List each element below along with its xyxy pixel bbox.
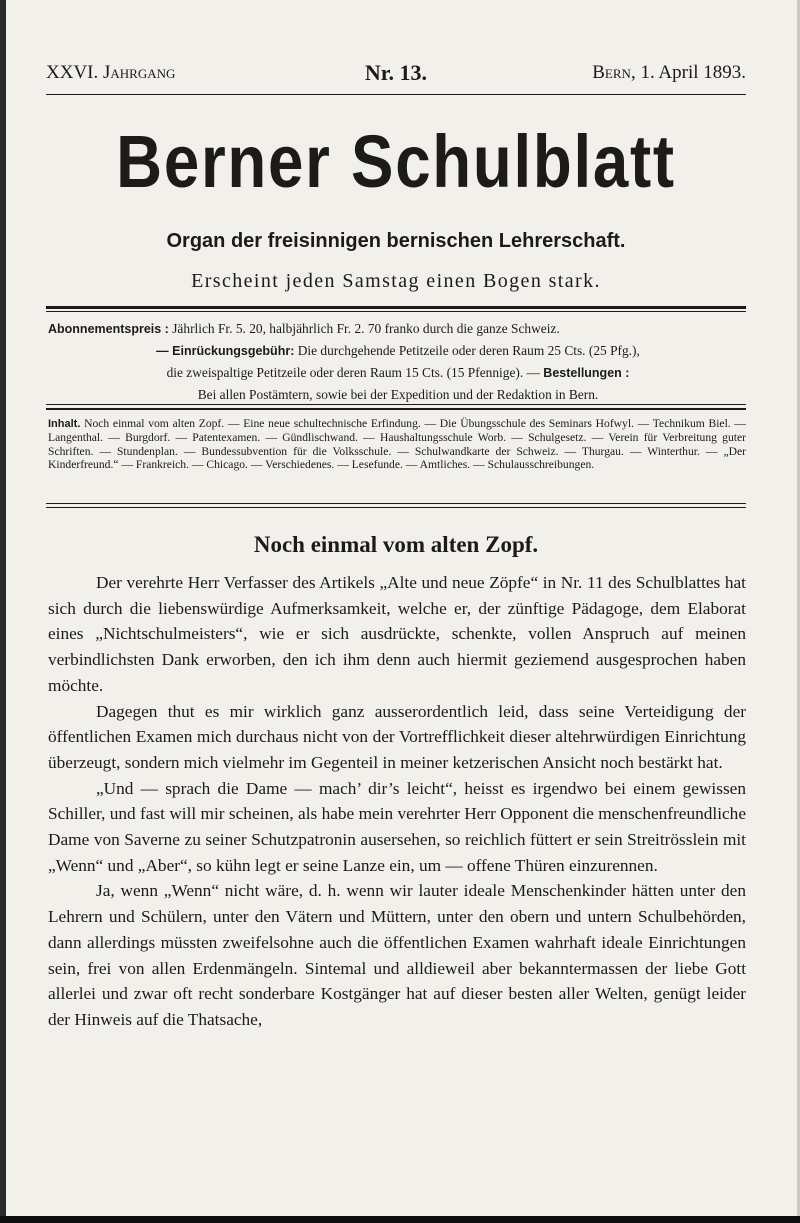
article-paragraph: Der verehrte Herr Verfasser des Artikels „Alte und neue Zöpfe“ in Nr. 11 des Schulblattes hat sich durch die liebenswürdige Aufmerksamkeit, welche er, der zünftige Pädagoge, dem Elaborat eines „Nichtschulmeisters“, wie er sich ausdrückte, schenkte, vollen Anspruch auf meinen verbindlichsten Dank erworben, den ich ihm denn auch hiermit geziemend ausgesprochen haben möchte. [48,573,746,695]
header-rule [46,94,746,95]
orders-text: Bei allen Postämtern, sowie bei der Expedition und der Redaktion in Bern. [197,387,599,402]
orders-label: Bestellungen : [543,366,630,380]
article-paragraph: „Und — sprach die Dame — mach’ dir’s leicht“, heisst es irgendwo bei einem gewissen Schiller, und fast will mir scheinen, als habe mein verehrter Herr Opponent die menschenfreundliche Dame von Saverne zu seiner Schutzpatronin ausersehen, so reichlich füttert er sein Streitrösslein mit „Wenn“ und „Aber“, so kühn legt er seine Lanze ein, um — offene Thüren einzurennen. [48,778,746,875]
article-paragraph: Dagegen thut es mir wirklich ganz ausserordentlich leid, dass seine Verteidigung der öffentlichen Examen mich durchaus nicht von der Vortrefflichkeit dieser altehrwürdigen Einrichtung überzeugt, sondern mich vielmehr im Gegenteil in meiner ketzerischen Ansicht noch bestärkt hat. [48,701,746,772]
price-text: Jährlich Fr. 5. 20, halbjährlich Fr. 2. 70 franko durch die ganze Schweiz. [172,321,560,336]
contents-label: Inhalt. [48,418,81,430]
masthead-title: Berner Schulblatt [116,120,676,203]
contents-rule-2 [46,507,746,508]
subscription-info [48,318,748,405]
subscription-rule-1 [46,404,746,405]
issue-date-value: 1. April 1893. [640,62,746,83]
contents-text: Noch einmal vom alten Zopf. — Eine neue schultechnische Erfindung. — Die Übungsschule des Seminars Hofwyl. — Technikum Biel. — Langenthal. — Burgdorf. — Patentexamen. — Gündlischwand. — Haushaltungsschule Worb. — Schulgesetz. — Verein für Verbreitung guter Schriften. — Stundenplan. — Bundessubvention für die Volksschule. — Schulwandkarte der Schweiz. — Thurgau. — Winterthur. — „Der Kinderfreund.“ — Frankreich. — Chicago. — Verschiedenes. — Lesefunde. — Amtliches. — Schulausschreibungen. [48,417,746,472]
fee-text-2: die zweispaltige Petitzeile oder deren Raum 15 Cts. (15 Pfennige). — [166,365,540,380]
scan-bottom-edge [0,1216,800,1223]
fee-label: — Einrückungsgebühr: [156,344,295,358]
issue-number: Nr. 13. [364,60,428,85]
masthead-rule-thick [46,306,746,309]
masthead-rule-thin [46,311,746,312]
masthead-tagline: Erscheint jeden Samstag einen Bogen stark. [191,270,601,292]
fee-text: Die durchgehende Petitzeile oder deren Raum 25 Cts. (25 Pfg.), [297,343,640,358]
issue-place: Bern [592,62,631,83]
subscription-rule-2 [46,408,746,410]
contents-rule-1 [46,503,746,504]
volume-label: XXVI. Jahrgang [46,62,176,83]
masthead-subtitle: Organ der freisinnigen bernischen Lehrerschaft. [166,230,626,252]
issue-header [46,62,746,88]
article-title: Noch einmal vom alten Zopf. [253,532,539,557]
article-paragraph: Ja, wenn „Wenn“ nicht wäre, d. h. wenn wir lauter ideale Menschenkinder hätten unter den Lehrern und Schülern, unter den Vätern und Müttern, unter den obern und untern Schulbehörden, dann allerdings müssten zweifelsohne auch die öffentlichen Examen wahrhaft ideale Einrichtungen sein, frei von allen Erdenmängeln. Sintemal und alldieweil aber bekanntermassen der liebe Gott allerlei und zwar oft recht sonderbare Kostgänger hat auf dieser besten aller Welten, genügt leider der Hinweis auf die Thatsache, [48,881,746,1029]
issue-date: Bern, 1. April 1893. [592,62,746,83]
price-label: Abonnementspreis : [48,322,169,336]
article-body [48,570,746,1033]
scan-left-edge [0,0,6,1223]
table-of-contents [48,417,746,472]
